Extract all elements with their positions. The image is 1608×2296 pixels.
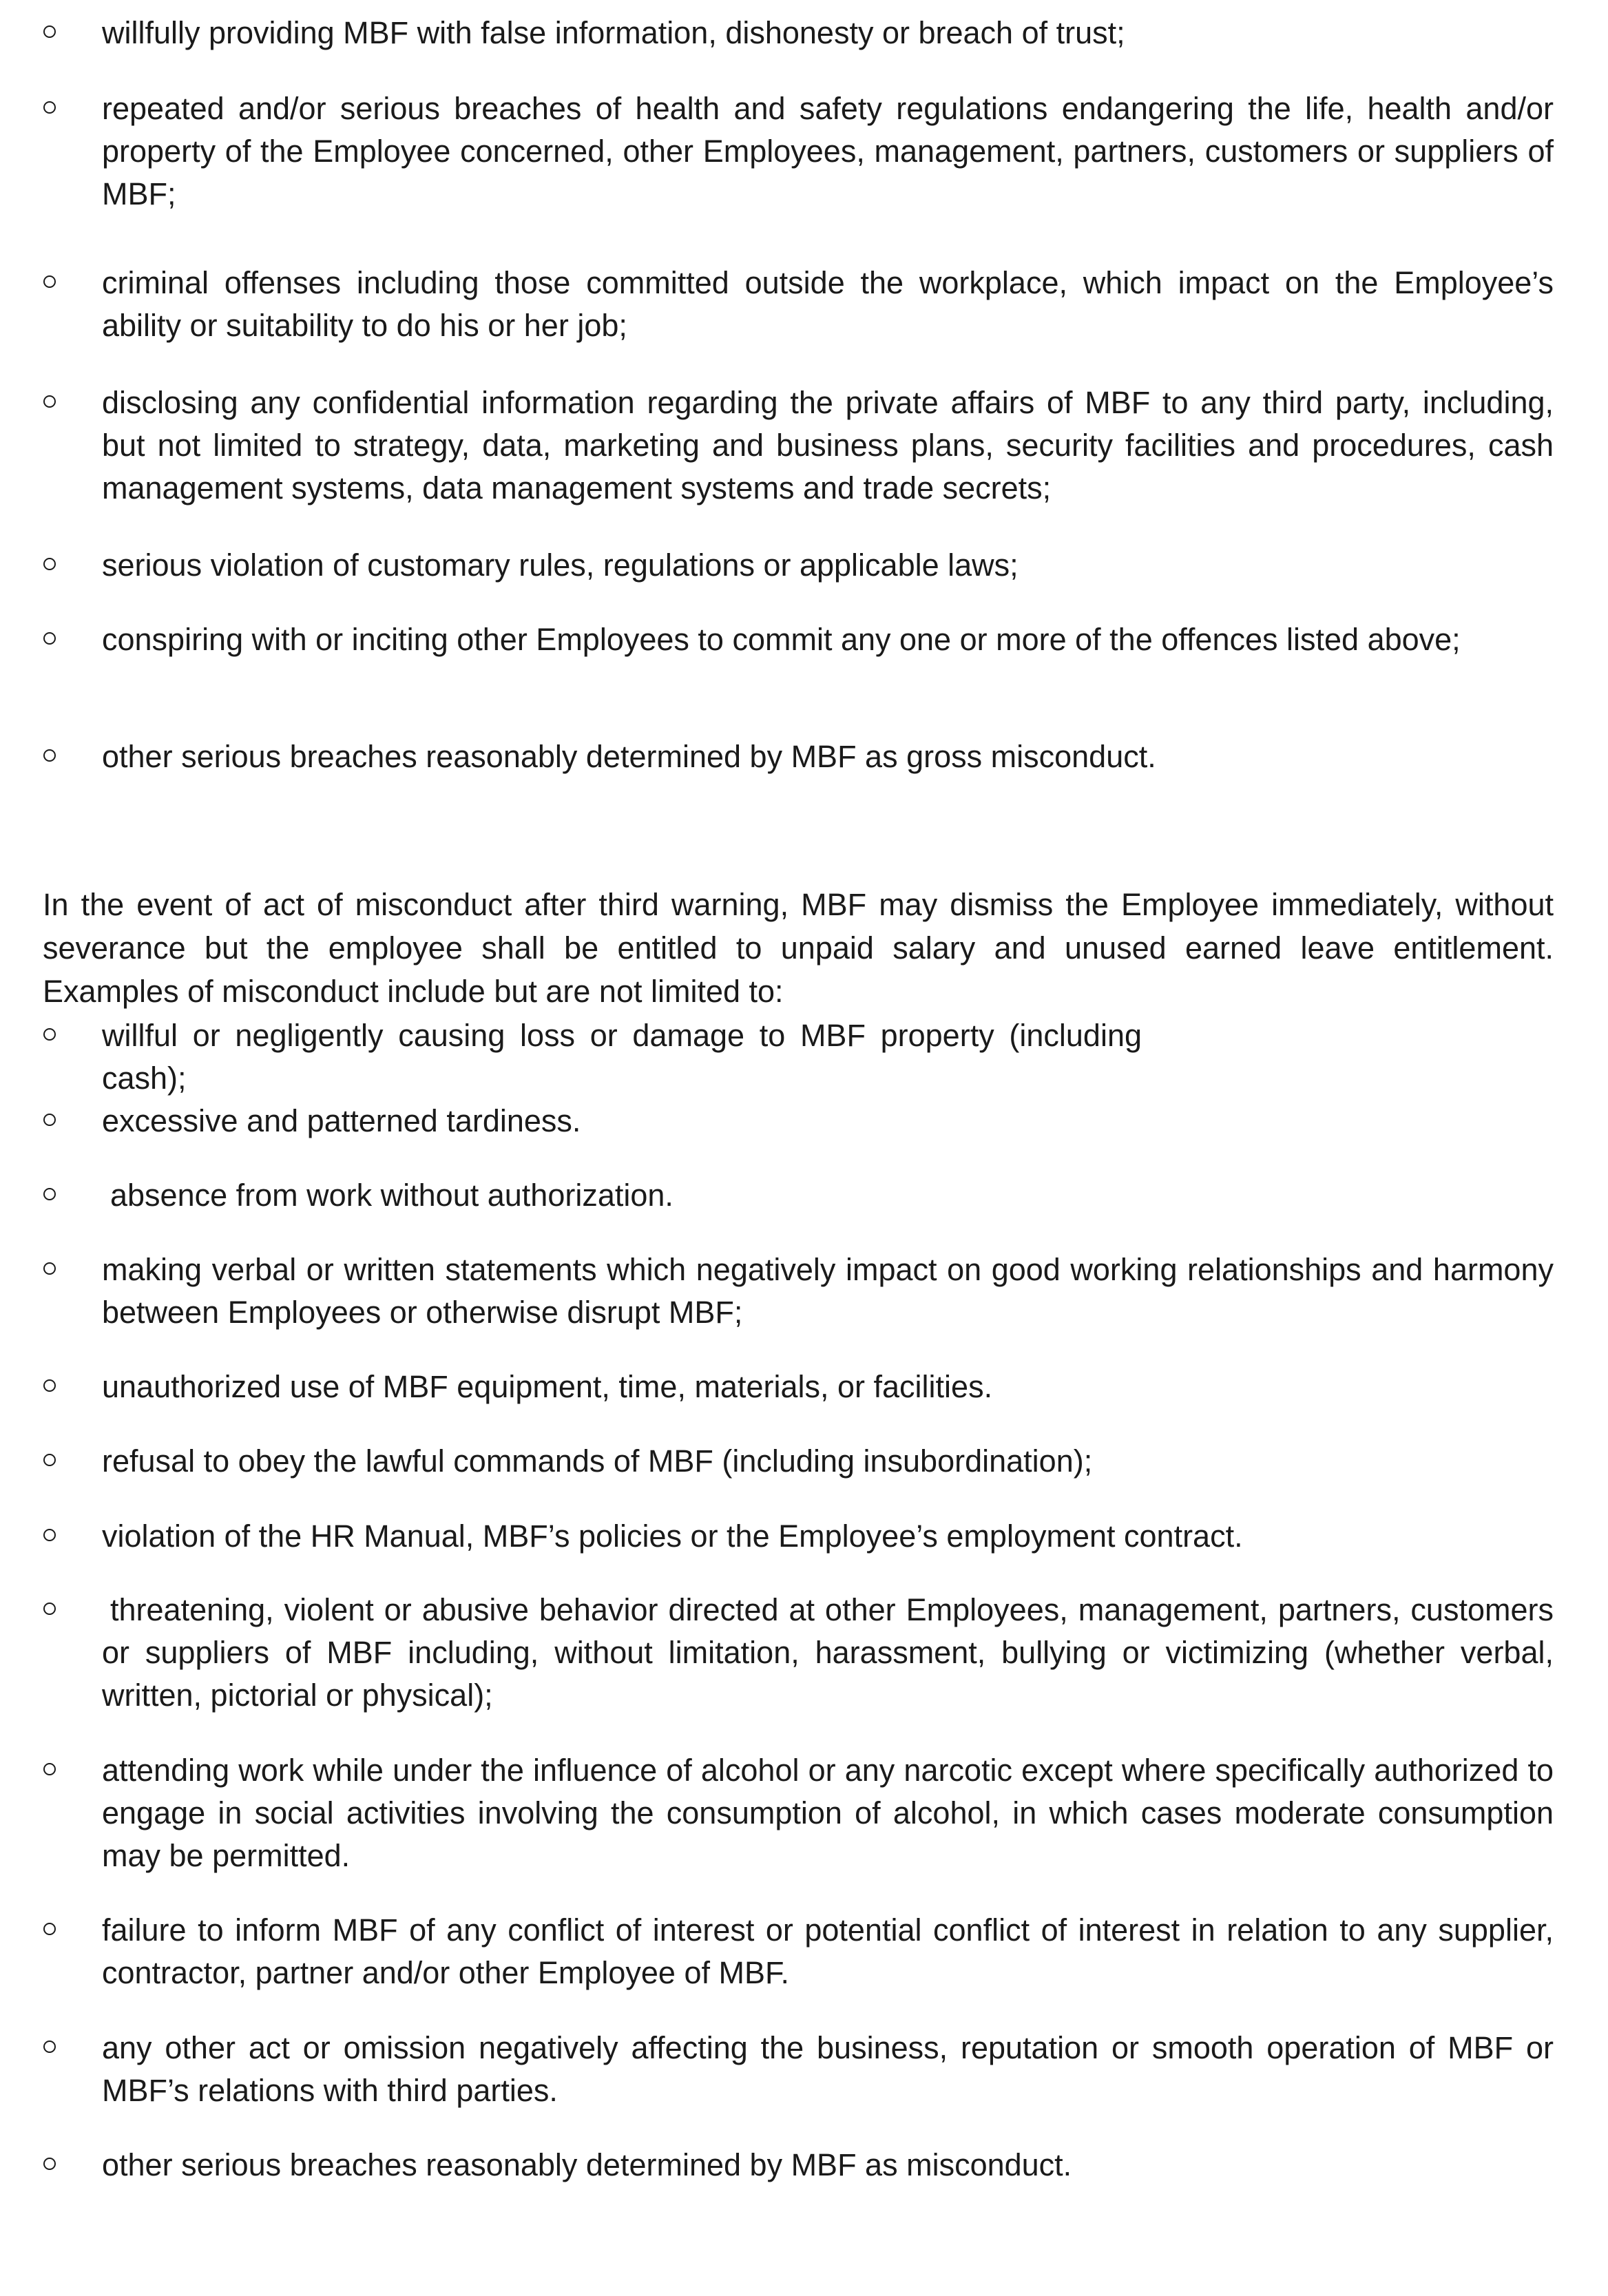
hollow-circle-bullet-icon — [43, 1028, 56, 1041]
list-item-text: making verbal or written statements which negatively impact on good working relationships and harmony between Employees or otherwise disrupt MBF; — [102, 1252, 1554, 1330]
hollow-circle-bullet-icon — [43, 25, 56, 38]
hollow-circle-bullet-icon — [43, 2158, 56, 2170]
hollow-circle-bullet-icon — [43, 558, 56, 570]
hollow-circle-bullet-icon — [43, 395, 56, 408]
list-item-text: absence from work without authorization. — [110, 1178, 674, 1213]
hollow-circle-bullet-icon — [43, 632, 56, 645]
hollow-circle-bullet-icon — [43, 275, 56, 288]
list-item-text: willful or negligently causing loss or damage to MBF property (including cash); — [102, 1018, 1142, 1096]
list-item-text: failure to inform MBF of any conflict of interest or potential conflict of interest in relation to any supplier, contractor, partner and/or other Employee of MBF. — [102, 1912, 1554, 1990]
list-item-text: conspiring with or inciting other Employees to commit any one or more of the offences listed above; — [102, 622, 1461, 657]
list-item-text: attending work while under the influence of alcohol or any narcotic except where specifically authorized to engage in social activities involving the consumption of alcohol, in which cases moderate consumption may be permitted. — [102, 1753, 1554, 1873]
hollow-circle-bullet-icon — [43, 1454, 56, 1466]
list-item-text: other serious breaches reasonably determined by MBF as misconduct. — [102, 2147, 1072, 2182]
list-item-text: unauthorized use of MBF equipment, time, materials, or facilities. — [102, 1369, 993, 1404]
list-item-text: other serious breaches reasonably determined by MBF as gross misconduct. — [102, 739, 1156, 774]
hollow-circle-bullet-icon — [43, 1603, 56, 1615]
hollow-circle-bullet-icon — [43, 1379, 56, 1392]
list-item-text: threatening, violent or abusive behavior directed at other Employees, management, partners, customers or suppliers of MBF including, without limitation, harassment, bullying or victimizing (whether verbal, written, pictorial or physical); — [102, 1592, 1554, 1713]
list-item-text: violation of the HR Manual, MBF’s policies or the Employee’s employment contract. — [102, 1519, 1243, 1554]
list-item-text: repeated and/or serious breaches of health and safety regulations endangering the life, health and/or property of the Employee concerned, other Employees, management, partners, customers or suppliers of MBF; — [102, 91, 1554, 211]
hollow-circle-bullet-icon — [43, 1923, 56, 1935]
list-item-text: disclosing any confidential information regarding the private affairs of MBF to any third party, including, but not limited to strategy, data, marketing and business plans, security facilities and procedures, cash management systems, data management systems and trade secrets; — [102, 385, 1554, 505]
hollow-circle-bullet-icon — [43, 2041, 56, 2053]
list-item-text: refusal to obey the lawful commands of MBF (including insubordination); — [102, 1443, 1093, 1479]
hollow-circle-bullet-icon — [43, 1262, 56, 1275]
list-item-text: criminal offenses including those committed outside the workplace, which impact on the Employee’s ability or suitability to do his or her job; — [102, 265, 1554, 343]
hollow-circle-bullet-icon — [43, 1114, 56, 1126]
hollow-circle-bullet-icon — [43, 1763, 56, 1775]
list-item-text: any other act or omission negatively affecting the business, reputation or smooth operation of MBF or MBF’s relations with third parties. — [102, 2030, 1554, 2108]
hollow-circle-bullet-icon — [43, 101, 56, 114]
list-item-text: willfully providing MBF with false information, dishonesty or breach of trust; — [102, 15, 1125, 50]
hollow-circle-bullet-icon — [43, 749, 56, 762]
hollow-circle-bullet-icon — [43, 1529, 56, 1541]
misconduct-paragraph: In the event of act of misconduct after third warning, MBF may dismiss the Employee immediately, without severance but the employee shall be entitled to unpaid salary and unused earned leave entitlement. Examples of misconduct include but are not limited to: — [43, 887, 1554, 1009]
list-item-text: serious violation of customary rules, regulations or applicable laws; — [102, 547, 1019, 583]
hollow-circle-bullet-icon — [43, 1188, 56, 1200]
list-item-text: excessive and patterned tardiness. — [102, 1103, 581, 1138]
